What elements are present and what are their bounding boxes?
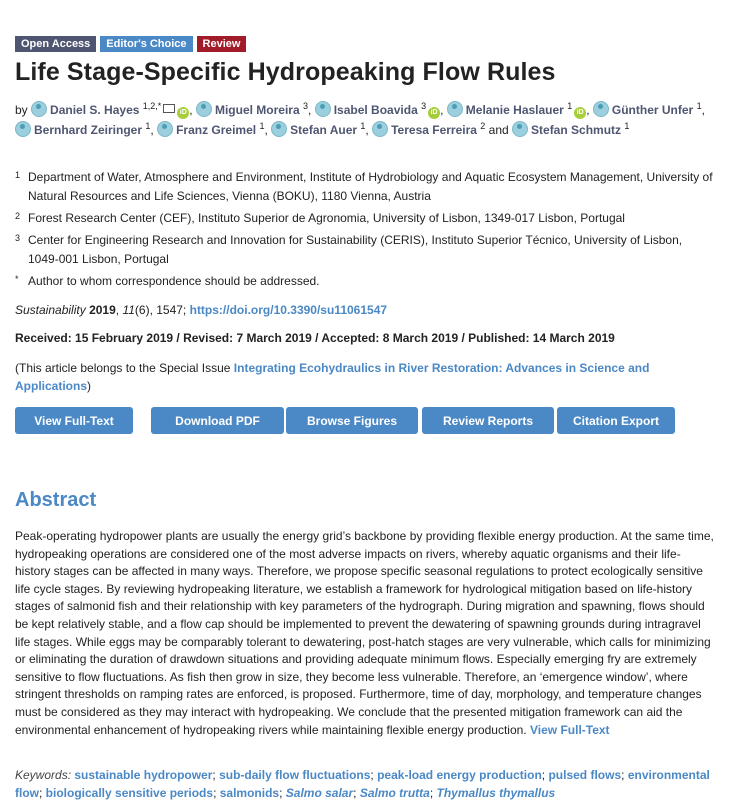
author-profile-icon[interactable] <box>372 121 388 137</box>
author-item <box>315 103 444 117</box>
author-profile-icon[interactable] <box>15 121 31 137</box>
affiliation-list <box>15 168 715 294</box>
open-access-badge[interactable]: Open Access <box>15 36 96 52</box>
keyword-link[interactable]: peak-load energy production <box>377 768 542 782</box>
review-reports-button[interactable]: Review Reports <box>422 407 554 434</box>
author-item <box>512 120 630 137</box>
author-affiliation-marker: 1 <box>624 120 630 131</box>
special-issue-suffix: ) <box>87 379 92 393</box>
review-badge[interactable]: Review <box>197 36 247 52</box>
keyword-link[interactable]: Salmo trutta <box>359 786 430 800</box>
author-name[interactable]: Daniel S. Hayes <box>50 103 140 117</box>
keyword-link[interactable]: Salmo salar <box>285 786 354 800</box>
author-name[interactable]: Stefan Schmutz <box>531 122 622 137</box>
author-item <box>31 103 193 117</box>
author-item <box>593 103 705 117</box>
author-item <box>157 120 268 137</box>
author-profile-icon[interactable] <box>512 121 528 137</box>
author-name[interactable]: Melanie Haslauer <box>465 103 564 117</box>
keyword-link[interactable]: salmonids <box>219 786 280 800</box>
citation-year: 2019 <box>89 303 116 317</box>
author-separator: , <box>189 103 193 117</box>
keywords-label: Keywords: <box>15 768 72 782</box>
author-profile-icon[interactable] <box>593 101 609 117</box>
author-affiliation-marker: 1,2,* <box>142 101 162 111</box>
author-affiliation-marker: 3 <box>303 101 309 111</box>
abstract-text: Peak-operating hydropower plants are usually the energy grid’s backbone by providing flexible energy production. At the same time, hydropeaking operations are considered one of the most adverse impacts on rivers, whereby aquatic organisms and their life-history stages can be affected in many ways. Therefore, we propose specific seasonal regulations to protect ecologically sensitive life cycle stages. By reviewing hydropeaking literature, we establish a framework for hydrological mitigation based on life-history stages of salmonid fish and their relationship with key parameters of the hydrograph. During migration and spawning, flows should be kept relatively stable, and a flow cap should be implemented to prevent the dewatering of spawning grounds during intragravel life stages. While eggs may be comparably tolerant to dewatering, post-hatch stages are very vulnerable, which calls for minimizing or eliminating the duration of drawdown situations and providing adequate minimum flows. Especially emerging fry are extremely sensitive to flow fluctuations. As fish then grow in size, they become less vulnerable. Therefore, an ‘emergence window’, where stringent thresholds on ramping rates are enforced, is proposed. Furthermore, time of day, morphology, and temperature changes must be considered as they may interact with hydropeaking. We conclude that the presented mitigation framework can aid the environmental enhancement of hydropeaking rivers while maintaining flexible energy production. <box>15 529 714 737</box>
author-affiliation-marker: 1 <box>360 120 366 131</box>
author-separator: , <box>440 103 444 117</box>
author-separator: and <box>485 122 509 137</box>
affiliation-text: Author to whom correspondence should be addressed. <box>28 274 320 288</box>
author-profile-icon[interactable] <box>315 101 331 117</box>
special-issue-prefix: (This article belongs to the Special Issue <box>15 361 234 375</box>
affiliation-number: 2 <box>15 211 21 221</box>
author-profile-icon[interactable] <box>196 101 212 117</box>
author-separator: , <box>365 122 369 137</box>
abstract-heading: Abstract <box>15 489 97 511</box>
abstract-body <box>15 528 715 739</box>
author-profile-icon[interactable] <box>447 101 463 117</box>
orcid-icon[interactable]: iD <box>428 107 440 119</box>
author-affiliation-marker: 2 <box>480 120 486 131</box>
orcid-icon[interactable]: iD <box>177 107 189 119</box>
author-name[interactable]: Teresa Ferreira <box>391 122 477 137</box>
author-affiliation-marker: 1 <box>696 101 702 111</box>
author-separator: , <box>264 122 268 137</box>
author-item <box>447 103 590 117</box>
keyword-link[interactable]: Thymallus thymallus <box>436 786 556 800</box>
affiliation-text: Forest Research Center (CEF), Instituto Superior de Agronomia, University of Lisbon, 1349-017 Lisbon, Portugal <box>28 211 625 225</box>
special-issue-link[interactable]: Integrating Ecohydraulics in River Restoration: Advances in Science and Applications <box>15 361 650 393</box>
by-label: by <box>15 103 28 117</box>
publication-dates: Received: 15 February 2019 / Revised: 7 March 2019 / Accepted: 8 March 2019 / Published: 14 March 2019 <box>15 331 615 345</box>
author-item <box>15 120 154 137</box>
keyword-link[interactable]: sustainable hydropower <box>74 768 213 782</box>
author-separator: , <box>308 103 312 117</box>
author-container <box>15 103 705 137</box>
browse-figures-button[interactable]: Browse Figures <box>286 407 418 434</box>
affiliation-item <box>15 209 715 228</box>
affiliation-number: 3 <box>15 233 21 243</box>
affiliation-item <box>15 168 715 206</box>
author-item <box>372 120 509 137</box>
citation-issue-pages: (6), 1547; <box>134 303 190 317</box>
keywords-container: sustainable hydropower; sub-daily flow fluctuations; peak-load energy production; pulsed flows; environmental flow; biologically sensitive periods; salmonids; Salmo salar; Salmo trutta; Thymallus thymallus <box>15 768 710 800</box>
author-affiliation-marker: 1 <box>567 101 573 111</box>
author-profile-icon[interactable] <box>157 121 173 137</box>
author-name[interactable]: Isabel Boavida <box>333 103 418 117</box>
author-item <box>196 103 311 117</box>
special-issue-note <box>15 359 715 395</box>
author-profile-icon[interactable] <box>271 121 287 137</box>
article-title: Life Stage-Specific Hydropeaking Flow Rules <box>15 58 556 86</box>
author-name[interactable]: Franz Greimel <box>176 122 257 137</box>
editors-choice-badge[interactable]: Editor's Choice <box>100 36 192 52</box>
citation-line: Sustainability 2019, 11(6), 1547; https://doi.org/10.3390/su11061547 <box>15 303 388 317</box>
orcid-icon[interactable]: iD <box>574 107 586 119</box>
affiliation-number: 1 <box>15 170 21 180</box>
author-affiliation-marker: 1 <box>259 120 265 131</box>
email-icon[interactable] <box>163 104 175 113</box>
author-separator: , <box>150 122 154 137</box>
affiliation-item <box>15 231 715 269</box>
affiliation-text: Center for Engineering Research and Innovation for Sustainability (CERIS), Instituto Superior Técnico, University of Lisbon, 1049-001 Lisbon, Portugal <box>28 233 683 266</box>
affiliation-item <box>15 272 715 291</box>
author-name[interactable]: Stefan Auer <box>290 122 358 137</box>
author-affiliation-marker: 1 <box>145 120 151 131</box>
author-list <box>15 101 715 140</box>
badge-row <box>15 36 246 52</box>
author-name[interactable]: Günther Unfer <box>611 103 694 117</box>
author-name[interactable]: Miguel Moreira <box>214 103 300 117</box>
doi-link[interactable]: https://doi.org/10.3390/su11061547 <box>189 303 388 317</box>
keyword-link[interactable]: pulsed flows <box>548 768 622 782</box>
author-profile-icon[interactable] <box>31 101 47 117</box>
keyword-link[interactable]: environmental flow <box>15 768 710 800</box>
keywords-section <box>15 766 715 802</box>
author-name[interactable]: Bernhard Zeiringer <box>34 122 143 137</box>
view-full-text-button[interactable]: View Full-Text <box>15 407 133 434</box>
abstract-view-full-text-link[interactable]: View Full-Text <box>529 722 610 737</box>
author-affiliation-marker: 3 <box>421 101 427 111</box>
download-pdf-button[interactable]: Download PDF <box>151 407 284 434</box>
journal-name: Sustainability <box>15 303 86 317</box>
author-separator: , <box>586 103 590 117</box>
author-separator: , <box>701 103 705 117</box>
affiliation-text: Department of Water, Atmosphere and Environment, Institute of Hydrobiology and Aquatic Ecosystem Management, University of Natural Resources and Life Sciences, Vienna (BOKU), 1180 Vienna, Austria <box>28 170 713 203</box>
affiliation-number: * <box>15 274 19 284</box>
author-item <box>271 120 369 137</box>
keyword-link[interactable]: sub-daily flow fluctuations <box>219 768 371 782</box>
citation-volume: 11 <box>122 303 135 317</box>
keyword-link[interactable]: biologically sensitive periods <box>45 786 214 800</box>
citation-export-button[interactable]: Citation Export <box>557 407 675 434</box>
